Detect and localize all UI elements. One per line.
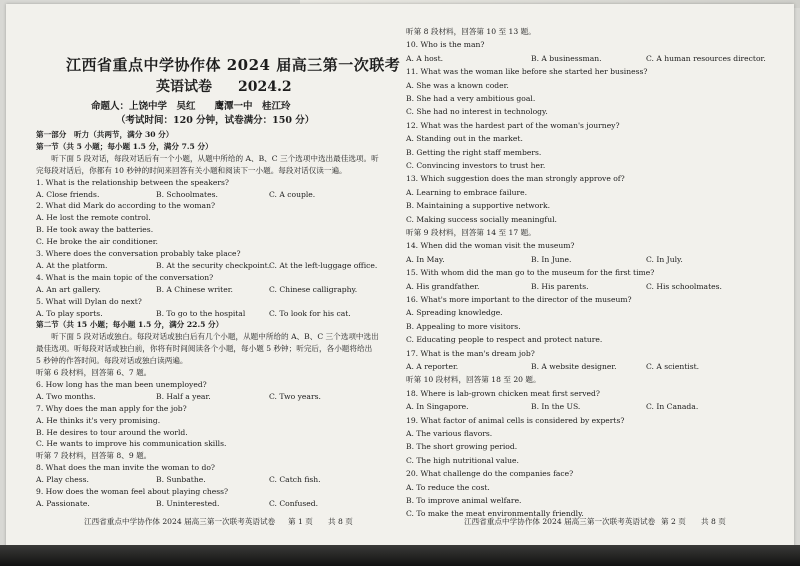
question-line: A. Passionate. [36, 498, 90, 508]
subject-title: 英语试卷 [156, 79, 212, 95]
question-line: 6. How long has the man been unemployed? [36, 379, 207, 389]
exam-subtitle [156, 76, 292, 96]
footer-left-page: 第 1 页 共 8 页 [288, 517, 353, 526]
question-line: A. A reporter. [406, 362, 459, 371]
question-line: 14. When did the woman visit the museum? [406, 241, 575, 251]
option-c: C. A couple. [269, 189, 316, 199]
question-line: 10. Who is the man? [406, 40, 485, 50]
question-line: A. His grandfather. [406, 281, 480, 291]
question-line: 3. Where does the conversation probably take place? [36, 249, 241, 258]
footer-right-page: 第 2 页 共 8 页 [661, 517, 726, 526]
question-line: A. Learning to embrace failure. [406, 187, 528, 197]
question-line: A. Spreading knowledge. [406, 308, 503, 318]
question-line: B. He desires to tour around the world. [36, 427, 188, 437]
question-line: 听下面 5 段对话，每段对话后有一个小题，从题中所给的 A、B、C 三个选项中选出最佳选项。听 [36, 153, 379, 163]
option-c: C. A scientist. [646, 362, 700, 371]
question-line: 听第 6 段材料，回答第 6、7 题。 [36, 368, 152, 377]
question-line: A. A host. [406, 53, 444, 63]
question-line: 听第 8 段材料，回答第 10 至 13 题。 [406, 27, 536, 36]
question-line: B. Appealing to more visitors. [406, 321, 521, 331]
question-line: B. Maintaining a supportive network. [406, 201, 551, 211]
question-line: A. Two months. [36, 391, 96, 401]
question-line: A. The various flavors. [406, 429, 493, 438]
question-line: 听第 9 段材料，回答第 14 至 17 题。 [406, 228, 536, 237]
question-line: C. He wants to improve his communication skills. [36, 439, 227, 449]
option-b: B. To go to the hospital [156, 308, 246, 318]
question-line: A. Close friends. [36, 189, 100, 199]
question-line: C. He broke the air conditioner. [36, 237, 158, 247]
question-line: A. In Singapore. [406, 402, 469, 412]
option-c: C. Catch fish. [269, 475, 321, 485]
question-line: 16. What's more important to the director of the museum? [406, 295, 632, 304]
question-line: A. An art gallery. [36, 284, 101, 294]
question-line: 12. What was the hardest part of the woman's journey? [406, 120, 620, 130]
option-b: B. Sunbathe. [156, 475, 206, 485]
option-c: C. Chinese calligraphy. [269, 284, 358, 294]
question-line: 8. What does the man invite the woman to do? [36, 463, 215, 473]
option-b: B. In the US. [531, 402, 581, 412]
authors-line: 命题人：上饶中学 吴红 鹰潭一中 桂江玲 [91, 101, 291, 112]
option-c: C. To look for his cat. [269, 308, 351, 318]
question-line: C. Convincing investors to trust her. [406, 161, 546, 170]
option-c: C. In Canada. [646, 402, 699, 412]
question-line: 5. What will Dylan do next? [36, 296, 142, 306]
question-line: A. He lost the remote control. [36, 213, 151, 223]
question-line: 第一部分 听力（共两节，满分 30 分） [36, 130, 174, 139]
question-line: B. He took away the batteries. [36, 225, 154, 235]
question-line: 最佳选项。听每段对话或独白前，你将有时间阅读各个小题，每小题 5 秒钟；听完后，各小题将给出 [36, 344, 373, 354]
question-line: C. The high nutritional value. [406, 455, 519, 465]
question-line: 第二节（共 15 小题；每小题 1.5 分，满分 22.5 分） [36, 320, 224, 330]
option-b: B. Uninterested. [156, 498, 220, 508]
question-line: 听第 10 段材料，回答第 18 至 20 题。 [406, 375, 541, 385]
question-line: A. Standing out in the market. [406, 134, 523, 144]
question-line: 听下面 5 段对话或独白。每段对话或独白后有几个小题，从题中所给的 A、B、C 三个选项中选出 [36, 332, 379, 342]
exam-date: 2024.2 [238, 79, 292, 95]
question-line: C. Educating people to respect and protect nature. [406, 335, 603, 345]
option-b: B. A website designer. [531, 362, 617, 371]
exam-info: （考试时间：120 分钟，试卷满分：150 分） [116, 115, 315, 126]
question-line: A. Play chess. [36, 475, 89, 485]
question-line: A. He thinks it's very promising. [36, 415, 161, 425]
question-line: A. In May. [406, 254, 445, 264]
option-b: B. Half a year. [156, 391, 211, 401]
option-c: C. In July. [646, 254, 683, 264]
question-line: A. She was a known coder. [406, 80, 509, 90]
question-line: 9. How does the woman feel about playing chess? [36, 487, 229, 496]
option-b: B. Schoolmates. [156, 189, 218, 199]
question-line: B. She had a very ambitious goal. [406, 94, 536, 103]
exam-sheet [6, 4, 794, 560]
question-line: 11. What was the woman like before she started her business? [406, 67, 648, 77]
option-b: B. In June. [531, 254, 572, 264]
question-line: 第一节（共 5 小题；每小题 1.5 分，满分 7.5 分） [36, 141, 213, 151]
question-line: B. Getting the right staff members. [406, 147, 542, 157]
question-line: 完每段对话后，你都有 10 秒钟的时间来回答有关小题和阅读下一小题。每段对话仅读一遍。 [36, 165, 347, 175]
question-line: A. To reduce the cost. [406, 482, 490, 492]
question-line: C. Making success socially meaningful. [406, 214, 557, 224]
question-line: A. To play sports. [36, 308, 103, 318]
question-line: 19. What factor of animal cells is considered by experts? [406, 415, 625, 425]
option-b: B. A Chinese writer. [156, 284, 233, 294]
option-b: B. His parents. [531, 281, 589, 291]
scan-shadow [0, 545, 800, 566]
question-line: C. To make the meat environmentally friendly. [406, 509, 584, 519]
question-line: 13. Which suggestion does the man strongly approve of? [406, 174, 625, 184]
question-line: 17. What is the man's dream job? [406, 348, 535, 358]
question-line: 5 秒钟的作答时间。每段对话或独白读两遍。 [36, 356, 188, 366]
option-c: C. At the left-luggage office. [269, 260, 378, 270]
question-line: 20. What challenge do the companies face? [406, 469, 574, 479]
footer-right-title: 江西省重点中学协作体 2024 届高三第一次联考英语试卷 [464, 517, 656, 526]
question-line: B. To improve animal welfare. [406, 496, 522, 505]
question-line: 2. What did Mark do according to the woman? [36, 201, 216, 211]
question-line: 听第 7 段材料，回答第 8、9 题。 [36, 451, 152, 461]
option-c: C. A human resources director. [646, 53, 766, 63]
question-line: A. At the platform. [36, 260, 108, 270]
question-line: 1. What is the relationship between the speakers? [36, 177, 229, 187]
exam-title: 江西省重点中学协作体 2024 届高三第一次联考 [66, 56, 401, 74]
option-c: C. His schoolmates. [646, 281, 722, 291]
option-c: C. Confused. [269, 498, 319, 508]
question-line: 18. Where is lab-grown chicken meat first served? [406, 388, 600, 398]
footer-left-title: 江西省重点中学协作体 2024 届高三第一次联考英语试卷 [84, 517, 276, 526]
question-line: 4. What is the main topic of the conversation? [36, 272, 214, 282]
question-line: B. The short growing period. [406, 442, 518, 452]
question-line: 15. With whom did the man go to the museum for the first time? [406, 268, 655, 278]
option-b: B. A businessman. [531, 53, 602, 63]
option-c: C. Two years. [269, 391, 321, 401]
question-line: C. She had no interest in technology. [406, 107, 548, 117]
question-line: 7. Why does the man apply for the job? [36, 403, 187, 413]
option-b: B. At the security checkpoint. [156, 260, 271, 270]
